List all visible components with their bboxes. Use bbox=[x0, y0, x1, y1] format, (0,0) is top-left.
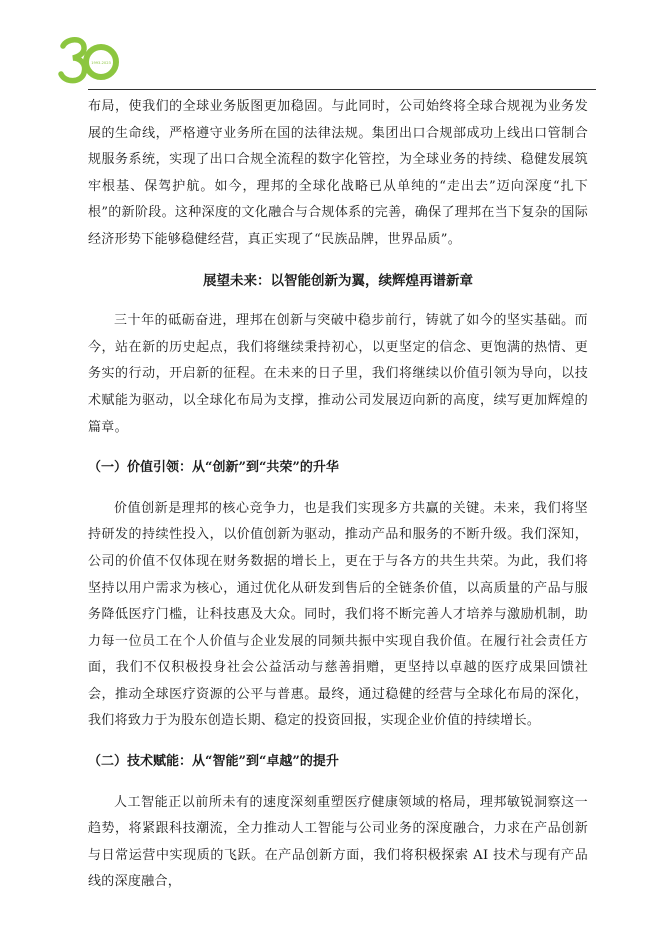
section-title: 展望未来：以智能创新为翼，续辉煌再谱新章 bbox=[203, 272, 473, 289]
company-logo bbox=[57, 34, 119, 90]
anniversary-30-logo-icon bbox=[57, 34, 119, 90]
header-divider bbox=[88, 89, 596, 90]
paragraph-global-compliance: 布局，使我们的全球业务版图更加稳固。与此同时，公司始终将全球合规视为业务发展的生命线，严格遵守业务所在国的法律法规。集团出口合规部成功上线出口管制合规服务系统，实现了出口合规全流程的数字化管控，为全球业务的持续、稳健发展筑牢根基、保驾护航。如今，理邦的全球化战略已从单纯的“走出去”迈向深度“扎下根”的新阶段。这种深度的文化融合与合规体系的完善，确保了理邦在当下复杂的国际经济形势下能够稳健经营，真正实现了“民族品牌，世界品质”。 bbox=[88, 99, 588, 247]
subsection-title-technology: （二）技术赋能：从“智能”到“卓越”的提升 bbox=[88, 754, 339, 770]
subsection-title-value: （一）价值引领：从“创新”到“共荣”的升华 bbox=[88, 460, 339, 476]
paragraph-outlook: 三十年的砥砺奋进，理邦在创新与突破中稳步前行，铸就了如今的坚实基础。而今，站在新的历史起点，我们将继续秉持初心，以更坚定的信念、更饱满的热情、更务实的行动，开启新的征程。在未来的日子里，我们将继续以价值引领为导向，以技术赋能为驱动，以全球化布局为支撑，推动公司发展迈向新的高度，续写更加辉煌的篇章。 bbox=[88, 313, 588, 435]
paragraph-value-leadership: 价值创新是理邦的核心竞争力，也是我们实现多方共赢的关键。未来，我们将坚持研发的持续性投入，以价值创新为驱动，推动产品和服务的不断升级。我们深知，公司的价值不仅体现在财务数据的增长上，更在于与各方的共生共荣。为此，我们将坚持以用户需求为核心，通过优化从研发到售后的全链条价值，以高质量的产品与服务降低医疗门槛，让科技惠及大众。同时，我们将不断完善人才培养与激励机制，助力每一位员工在个人价值与企业发展的同频共振中实现自我价值。在履行社会责任方面，我们不仅积极投身社会公益活动与慈善捐赠，更坚持以卓越的医疗成果回馈社会，推动全球医疗资源的公平与普惠。最终，通过稳健的经营与全球化布局的深化，我们将致力于为股东创造长期、稳定的投资回报，实现企业价值的持续增长。 bbox=[88, 500, 588, 729]
document-body bbox=[88, 94, 588, 896]
paragraph-technology: 人工智能正以前所未有的速度深刻重塑医疗健康领域的格局，理邦敏锐洞察这一趋势，将紧跟科技潮流，全力推动人工智能与公司业务的深度融合，力求在产品创新与日常运营中实现质的飞跃。在产品创新方面，我们将积极探索 AI 技术与现有产品线的深度融合， bbox=[88, 794, 588, 890]
svg-text:1993-2023: 1993-2023 bbox=[91, 61, 111, 65]
